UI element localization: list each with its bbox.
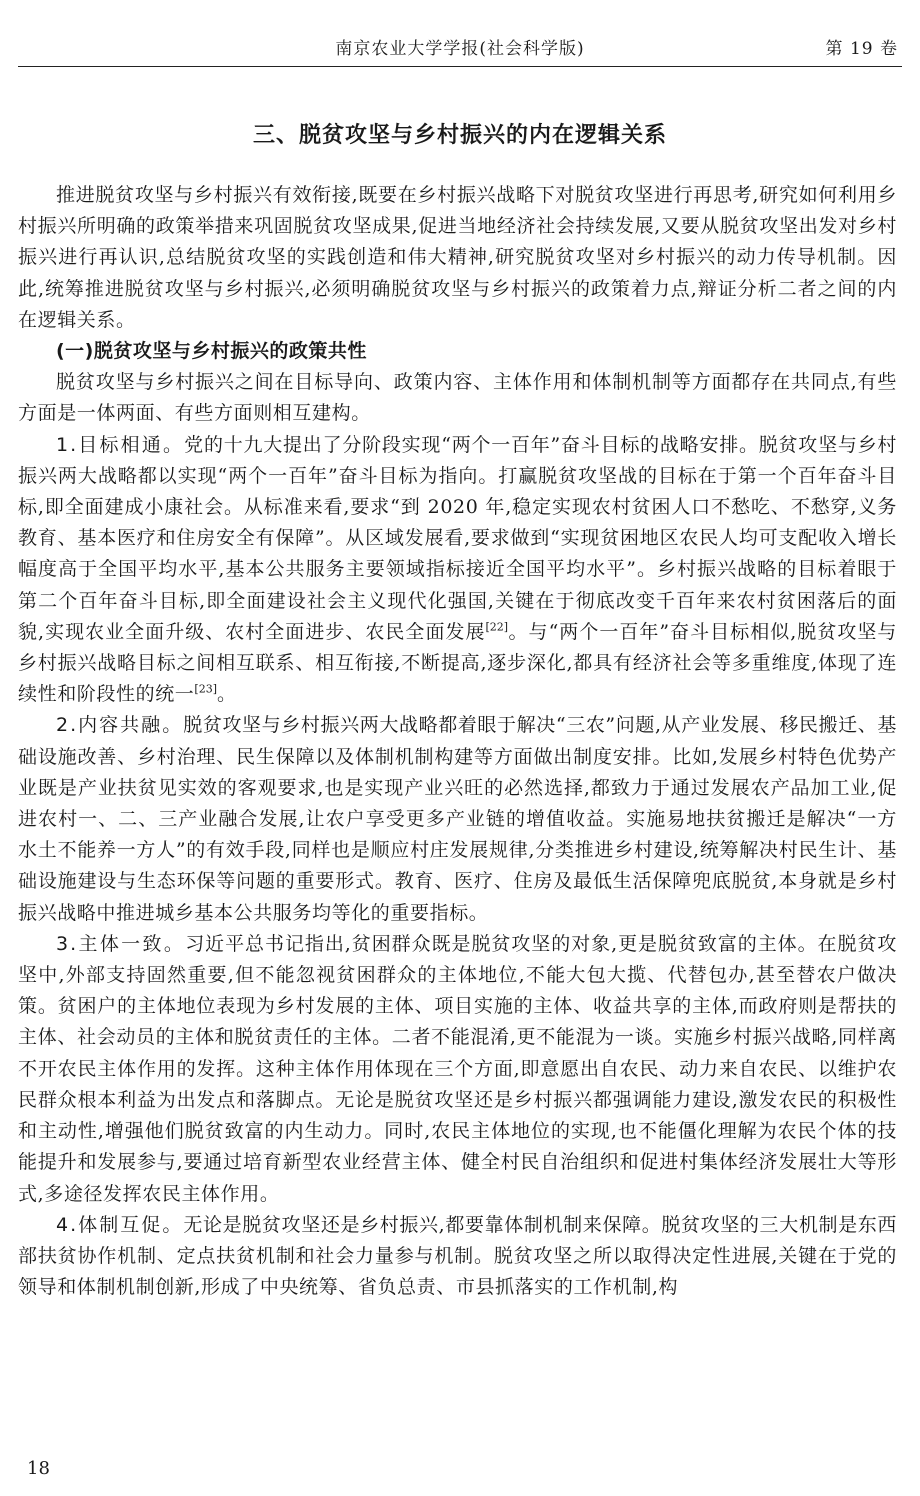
item-1-text-b: 。与“两个一百年”奋斗目标相似,脱贫攻坚与乡村振兴战略目标之间相互联系、相互衔接,不断提高,逐步深化,都具有经济社会等多重维度,体现了连续性和阶段性的统一 <box>18 620 897 706</box>
item-3-paragraph <box>18 929 897 1210</box>
item-3-lead: 3.主体一致。 <box>56 932 186 955</box>
item-4-paragraph <box>18 1210 897 1304</box>
subsection-intro-paragraph: 脱贫攻坚与乡村振兴之间在目标导向、政策内容、主体作用和体制机制等方面都存在共同点,有些方面是一体两面、有些方面则相互建构。 <box>18 371 897 425</box>
item-4-text: 无论是脱贫攻坚还是乡村振兴,都要靠体制机制来保障。脱贫攻坚的三大机制是东西部扶贫协作机制、定点扶贫机制和社会力量参与机制。脱贫攻坚之所以取得决定性进展,关键在于党的领导和体制机制创新,形成了中央统筹、省负总责、市县抓落实的工作机制,构 <box>18 1213 897 1299</box>
item-2-paragraph <box>18 710 897 928</box>
page-number: 18 <box>27 1458 50 1479</box>
item-2-text: 脱贫攻坚与乡村振兴两大战略都着眼于解决“三农”问题,从产业发展、移民搬迁、基础设施改善、乡村治理、民生保障以及体制机制构建等方面做出制度安排。比如,发展乡村特色优势产业既是产业扶贫见实效的客观要求,也是实现产业兴旺的必然选择,都致力于通过发展农产品加工业,促进农村一、二、三产业融合发展,让农户享受更多产业链的增值收益。实施易地扶贫搬迁是解决“一方水土不能养一方人”的有效手段,同样也是顺应村庄发展规律,分类推进乡村建设,统筹解决村民生计、基础设施建设与生态环保等问题的重要形式。教育、医疗、住房及最低生活保障兜底脱贫,本身就是乡村振兴战略中推进城乡基本公共服务均等化的重要指标。 <box>18 714 897 924</box>
item-1-text-a: 党的十九大提出了分阶段实现“两个一百年”奋斗目标的战略安排。脱贫攻坚与乡村振兴两大战略都以实现“两个一百年”奋斗目标为指向。打赢脱贫攻坚战的目标在于第一个百年奋斗目标,即全面建成小康社会。从标准来看,要求“到 2020 年,稳定实现农村贫困人口不愁吃、不愁穿,义务教育、基本医疗和住房安全有保障”。从区域发展看,要求做到“实现贫困地区农民人均可支配收入增长幅度高于全国平均水平,基本公共服务主要领域指标接近全国平均水平”。乡村振兴战略的目标着眼于第二个百年奋斗目标,即全面建设社会主义现代化强国,关键在于彻底改变千百年来农村贫困落后的面貌,实现农业全面升级、农村全面进步、农民全面发展 <box>18 433 897 643</box>
section-title: 三、脱贫攻坚与乡村振兴的内在逻辑关系 <box>252 123 667 148</box>
running-header <box>18 32 902 67</box>
article-body <box>18 180 897 1303</box>
item-1-paragraph <box>18 430 897 711</box>
item-3-text: 习近平总书记指出,贫困群众既是脱贫攻坚的对象,更是脱贫致富的主体。在脱贫攻坚中,外部支持固然重要,但不能忽视贫困群众的主体地位,不能大包大揽、代替包办,甚至替农户做决策。贫困户的主体地位表现为乡村发展的主体、项目实施的主体、收益共享的主体,而政府则是帮扶的主体、社会动员的主体和脱贫责任的主体。二者不能混淆,更不能混为一谈。实施乡村振兴战略,同样离不开农民主体作用的发挥。这种主体作用体现在三个方面,即意愿出自农民、动力来自农民、以维护农民群众根本利益为出发点和落脚点。无论是脱贫攻坚还是乡村振兴都强调能力建设,激发农民的积极性和主动性,增强他们脱贫致富的内生动力。同时,农民主体地位的实现,也不能僵化理解为农民个体的技能提升和发展参与,要通过培育新型农业经营主体、健全村民自治组织和促进村集体经济发展壮大等形式,多途径发挥农民主体作用。 <box>18 932 897 1205</box>
item-1-lead: 1.目标相通。 <box>56 433 185 456</box>
intro-paragraph: 推进脱贫攻坚与乡村振兴有效衔接,既要在乡村振兴战略下对脱贫攻坚进行再思考,研究如何利用乡村振兴所明确的政策举措来巩固脱贫攻坚成果,促进当地经济社会持续发展,又要从脱贫攻坚出发对乡村振兴进行再认识,总结脱贫攻坚的实践创造和伟大精神,研究脱贫攻坚对乡村振兴的动力传导机制。因此,统筹推进脱贫攻坚与乡村振兴,必须明确脱贫攻坚与乡村振兴的政策着力点,辩证分析二者之间的内在逻辑关系。 <box>18 184 897 331</box>
citation-23[interactable]: [23] <box>194 682 217 696</box>
journal-name: 南京农业大学学报(社会科学版) <box>335 39 585 59</box>
subsection-title: (一)脱贫攻坚与乡村振兴的政策共性 <box>56 340 367 363</box>
item-4-lead: 4.体制互促。 <box>56 1213 184 1236</box>
item-1-text-c: 。 <box>217 683 237 706</box>
volume-number: 第 19 卷 <box>825 39 898 59</box>
citation-22[interactable]: [22] <box>485 620 509 634</box>
item-2-lead: 2.内容共融。 <box>56 714 184 737</box>
